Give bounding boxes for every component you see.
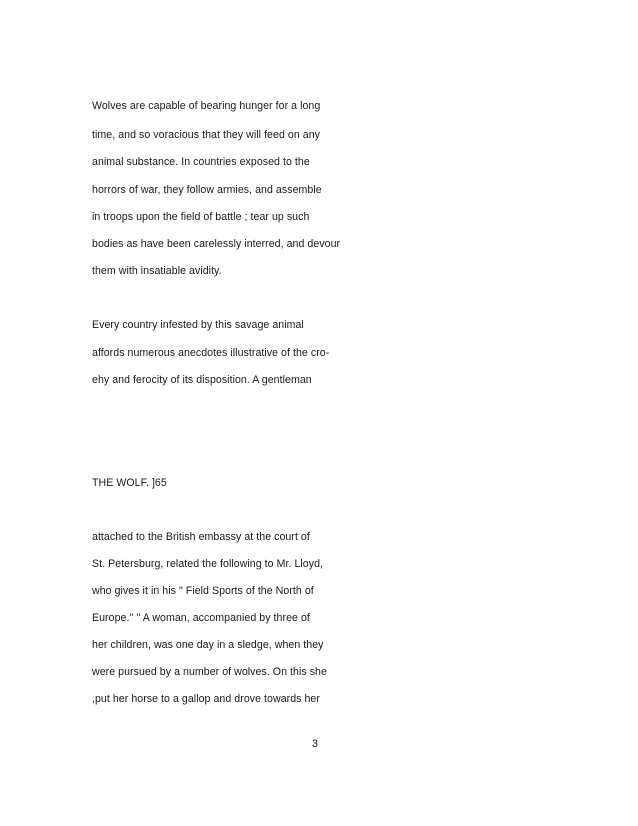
- text-line: her children, was one day in a sledge, when they: [92, 639, 324, 651]
- text-line: animal substance. In countries exposed to the: [92, 156, 310, 168]
- running-header: THE WOLF. ]65: [92, 477, 167, 489]
- text-line: horrors of war, they follow armies, and assemble: [92, 184, 322, 196]
- text-line: affords numerous anecdotes illustrative of the cro-: [92, 347, 330, 359]
- text-line: Wolves are capable of bearing hunger for a long: [92, 100, 321, 112]
- text-line: ,put her horse to a gallop and drove towards her: [92, 693, 320, 705]
- text-line: them with insatiable avidity.: [92, 265, 222, 277]
- text-line: ehy and ferocity of its disposition. A gentleman: [92, 374, 312, 386]
- page-number: 3: [312, 738, 318, 750]
- text-line: St. Petersburg, related the following to Mr. Lloyd,: [92, 558, 324, 570]
- text-line: Every country infested by this savage animal: [92, 319, 304, 331]
- text-line: were pursued by a number of wolves. On this she: [92, 666, 327, 678]
- text-line: time, and so voracious that they will feed on any: [92, 129, 320, 141]
- text-line: Europe.'' " A woman, accompanied by three of: [92, 612, 310, 624]
- text-line: bodies as have been carelessly interred, and devour: [92, 238, 341, 250]
- text-line: who gives it in his " Field Sports of the North of: [92, 585, 314, 597]
- text-line: in troops upon the field of battle ; tear up such: [92, 211, 310, 223]
- text-line: attached to the British embassy at the court of: [92, 531, 310, 543]
